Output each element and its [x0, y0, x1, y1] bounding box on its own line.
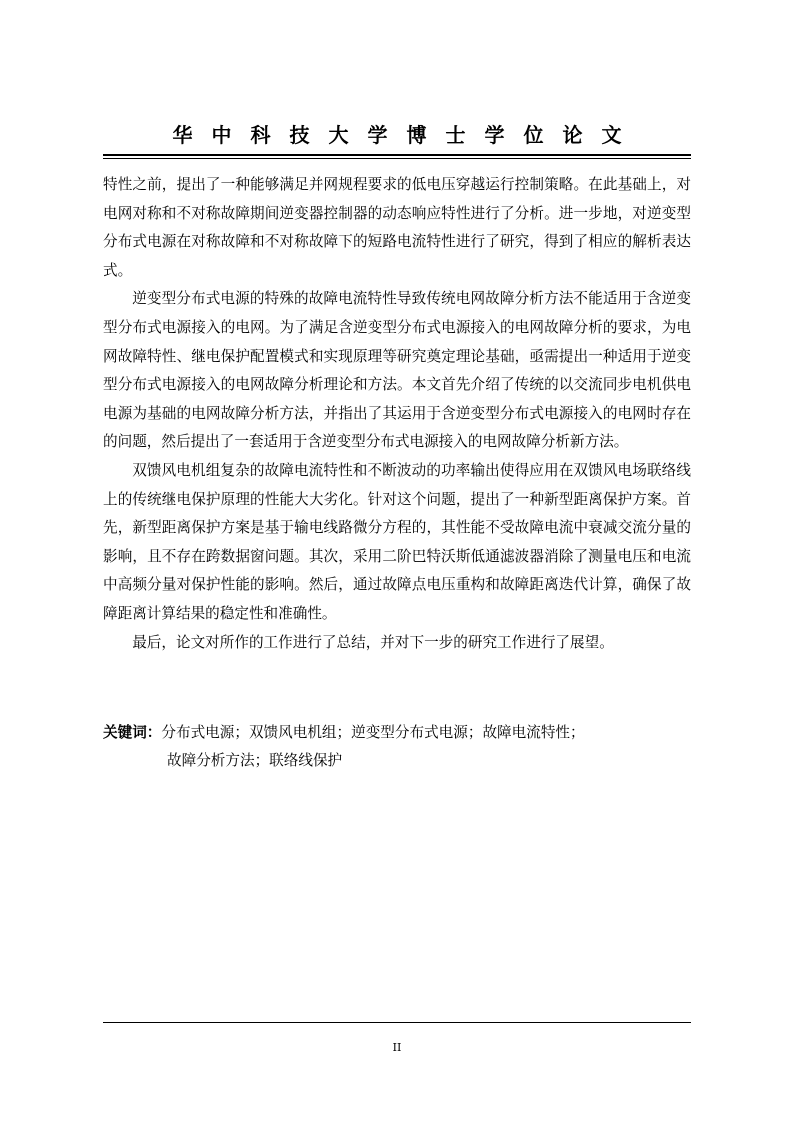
- paragraph-1: 特性之前，提出了一种能够满足并网规程要求的低电压穿越运行控制策略。在此基础上，对电网对称和不对称故障期间逆变器控制器的动态响应特性进行了分析。进一步地，对逆变型分布式电源在对称故障和不对称故障下的短路电流特性进行了研究，得到了相应的解析表达式。: [103, 176, 691, 279]
- page-header: [103, 120, 691, 156]
- footer-rule: [103, 1022, 691, 1023]
- header-rule-thick: [103, 154, 691, 156]
- thesis-header-title: 华中科技大学博士学位论文: [172, 123, 641, 147]
- paragraph-4: 最后，论文对所作的工作进行了总结，并对下一步的研究工作进行了展望。: [132, 633, 614, 651]
- abstract-body: [103, 171, 691, 657]
- keywords-label: 关键词：: [103, 724, 162, 741]
- keywords-section: [103, 719, 691, 775]
- paragraph-2: 逆变型分布式电源的特殊的故障电流特性导致传统电网故障分析方法不能适用于含逆变型分布式电源接入的电网。为了满足含逆变型分布式电源接入的电网故障分析的要求，为电网故障特性、继电保护配置模式和实现原理等研究奠定理论基础，亟需提出一种适用于逆变型分布式电源接入的电网故障分析理论和方法。本文首先介绍了传统的以交流同步电机供电电源为基础的电网故障分析方法，并指出了其运用于含逆变型分布式电源接入的电网时存在的问题，然后提出了一套适用于含逆变型分布式电源接入的电网故障分析新方法。: [103, 290, 691, 451]
- keywords-line-1: [103, 719, 691, 747]
- page-number: II: [392, 1041, 402, 1054]
- keywords-line-2: 故障分析方法；联络线保护: [167, 752, 343, 769]
- keywords-list-1: 分布式电源；双馈风电机组；逆变型分布式电源；故障电流特性；: [161, 724, 585, 741]
- paragraph-3: 双馈风电机组复杂的故障电流特性和不断波动的功率输出使得应用在双馈风电场联络线上的传统继电保护原理的性能大大劣化。针对这个问题，提出了一种新型距离保护方案。首先，新型距离保护方案是基于输电线路微分方程的，其性能不受故障电流中衰减交流分量的影响，且不存在跨数据窗问题。其次，采用二阶巴特沃斯低通滤波器消除了测量电压和电流中高频分量对保护性能的影响。然后，通过故障点电压重构和故障距离迭代计算，确保了故障距离计算结果的稳定性和准确性。: [103, 461, 691, 622]
- header-rule-thin: [103, 158, 691, 159]
